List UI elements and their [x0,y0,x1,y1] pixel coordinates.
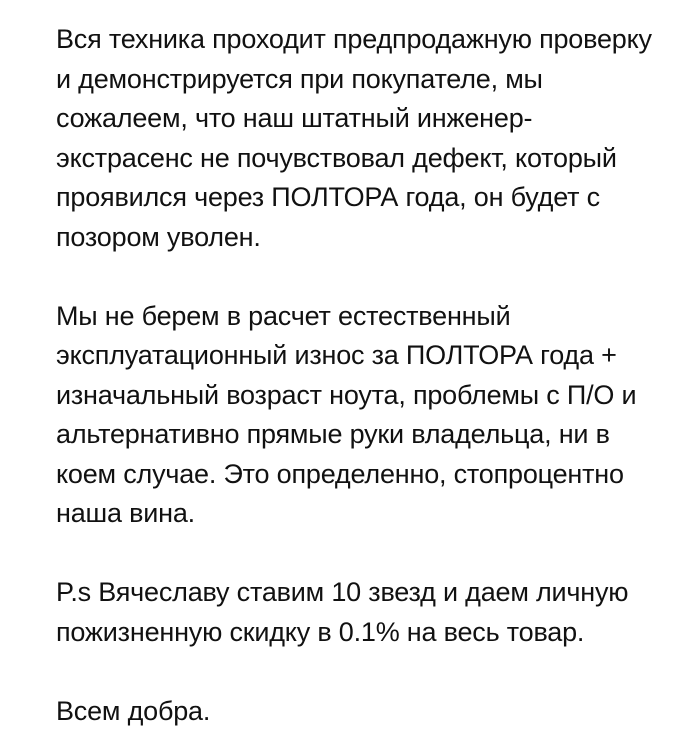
paragraph-closing: Всем добра. [56,695,211,726]
message-text [56,20,666,731]
paragraph-inspection: Вся техника проходит предпродажную проверку и демонстрируется при покупателе, мы сожалеем, что наш штатный инженер-экстрасенс не почувствовал дефект, который проявился через ПОЛТОРА года, он будет с позором уволен. [56,24,652,252]
paragraph-ps: P.s Вячеславу ставим 10 звезд и даем личную пожизненную скидку в 0.1% на весь товар. [56,577,629,647]
paragraph-wear: Мы не берем в расчет естественный эксплуатационный износ за ПОЛТОРА года + изначальный возраст ноута, проблемы с П/О и альтернативно прямые руки владельца, ни в коем случае. Это определенно, стопроцентно наша вина. [56,300,637,528]
